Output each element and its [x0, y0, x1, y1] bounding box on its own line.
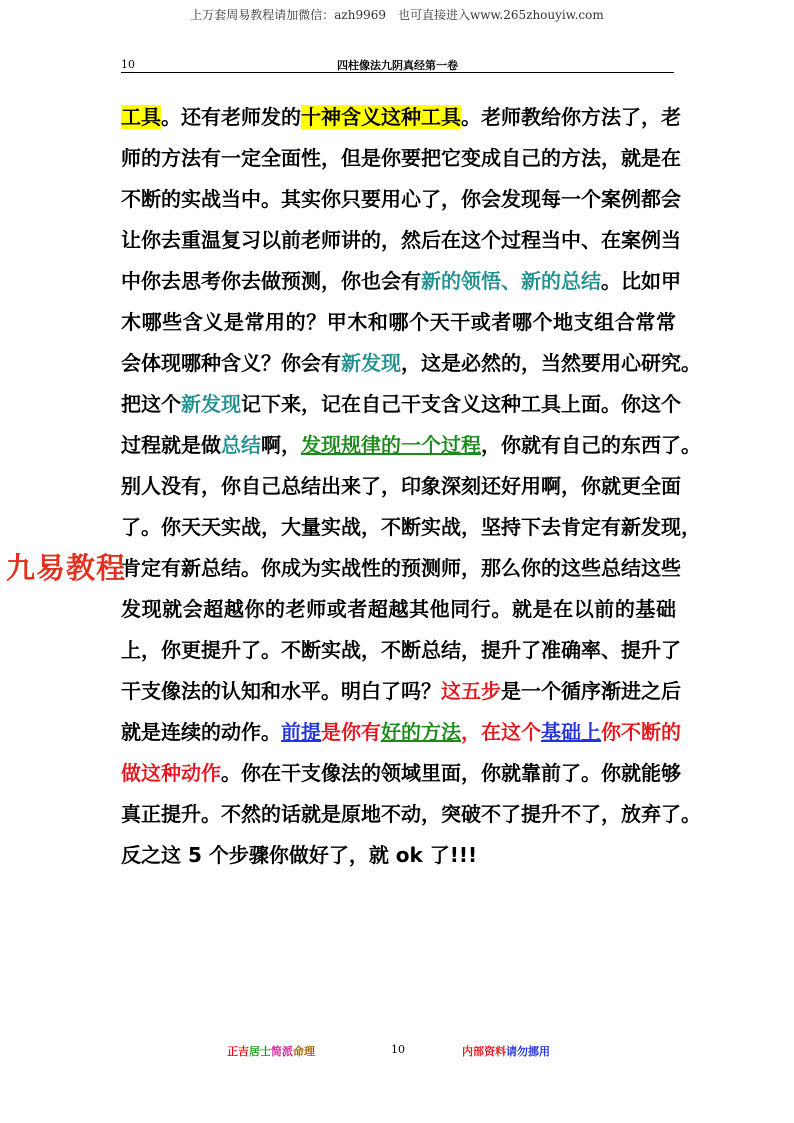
- text-segment: 新发现: [341, 351, 401, 375]
- header-title: 四柱像法九阴真经第一卷: [337, 59, 458, 72]
- text-line: [121, 548, 681, 589]
- text-segment: 中你去思考你去做预测，你也会有: [121, 269, 421, 293]
- watermark-logo: 九易教程: [6, 551, 127, 585]
- text-segment: 是一个循序渐进之后: [501, 679, 681, 703]
- text-line: [121, 302, 676, 343]
- text-segment: 。你在干支像法的领域里面，你就靠前了。你就能够: [221, 761, 681, 785]
- text-segment: 让你去重温复习以前老师讲的，然后在这个过程当中、在案例当: [121, 228, 681, 252]
- text-line: [121, 794, 701, 835]
- footer-text-segment: 简派: [271, 1045, 293, 1058]
- text-segment: 就是连续的动作。: [121, 720, 281, 744]
- text-line: [121, 261, 681, 302]
- text-segment: 了。你天天实战，大量实战，不断实战，坚持下去肯定有新发现，: [121, 515, 701, 539]
- text-segment: 。还有老师发的: [161, 105, 301, 129]
- text-segment: 新发现: [181, 392, 241, 416]
- body-text: [121, 97, 701, 876]
- footer-text-segment: 请勿挪用: [506, 1045, 550, 1058]
- text-segment: 师的方法有一定全面性，但是你要把它变成自己的方法，就是在: [121, 146, 681, 170]
- footer-text-segment: 命理: [293, 1045, 315, 1058]
- text-line: [121, 384, 681, 425]
- text-line: [121, 343, 701, 384]
- header-page-number: 10: [121, 58, 135, 71]
- text-segment: 肯定有新总结。你成为实战性的预测师，那么你的这些总结这些: [121, 556, 681, 580]
- text-segment: 基础上: [541, 720, 601, 744]
- text-segment: 工具: [121, 105, 161, 129]
- text-segment: 。比如甲: [601, 269, 681, 293]
- text-segment: 反之这 5 个步骤你做好了，就 ok 了!!!: [121, 843, 478, 867]
- text-segment: 把这个: [121, 392, 181, 416]
- text-segment: 木哪些含义是常用的？甲木和哪个天干或者哪个地支组合常常: [121, 310, 676, 334]
- text-line: [121, 138, 681, 179]
- text-segment: ，你就有自己的东西了。: [481, 433, 701, 457]
- footer-page-number: 10: [391, 1043, 405, 1056]
- top-banner-text: 上万套周易教程请加微信：azh9969 也可直接进入www.265zhouyiw.com: [190, 8, 604, 22]
- text-line: [121, 630, 681, 671]
- text-line: [121, 671, 681, 712]
- footer-text-segment: 正吉: [227, 1045, 249, 1058]
- text-segment: 做这种动作: [121, 761, 221, 785]
- footer-text-segment: 内部资料: [462, 1045, 506, 1058]
- text-segment: ，在这个: [461, 720, 541, 744]
- text-segment: 真正提升。不然的话就是原地不动，突破不了提升不了，放弃了。: [121, 802, 701, 826]
- text-segment: 总结: [221, 433, 261, 457]
- text-line: [121, 712, 681, 753]
- footer-author: [227, 1043, 315, 1059]
- footer-text-segment: 居士: [249, 1045, 271, 1058]
- text-line: [121, 466, 681, 507]
- text-line: [121, 753, 681, 794]
- text-segment: ，这是必然的，当然要用心研究。: [401, 351, 701, 375]
- text-segment: 前提: [281, 720, 321, 744]
- text-line: [121, 507, 701, 548]
- text-segment: 发现就会超越你的老师或者超越其他同行。就是在以前的基础: [121, 597, 676, 621]
- text-segment: 好的方法: [381, 720, 461, 744]
- text-segment: 别人没有，你自己总结出来了，印象深刻还好用啊，你就更全面: [121, 474, 681, 498]
- text-segment: 上，你更提升了。不断实战，不断总结，提升了准确率、提升了: [121, 638, 681, 662]
- text-segment: 发现规律的一个过程: [301, 433, 481, 457]
- text-segment: 记下来，记在自己干支含义这种工具上面。你这个: [241, 392, 681, 416]
- text-segment: 干支像法的认知和水平。明白了吗？: [121, 679, 441, 703]
- text-line: [121, 179, 681, 220]
- text-segment: 不断的实战当中。其实你只要用心了，你会发现每一个案例都会: [121, 187, 681, 211]
- text-segment: 。老师教给你方法了，老: [461, 105, 681, 129]
- text-segment: 这五步: [441, 679, 501, 703]
- text-segment: 会体现哪种含义？你会有: [121, 351, 341, 375]
- text-line: [121, 425, 701, 466]
- text-segment: 你不断的: [601, 720, 681, 744]
- text-line: [121, 835, 676, 876]
- footer-notice: [462, 1043, 550, 1059]
- text-segment: 新的领悟、新的总结: [421, 269, 601, 293]
- page-header: [121, 58, 674, 73]
- text-line: [121, 220, 681, 261]
- text-line: [121, 97, 681, 138]
- text-line: [121, 589, 676, 630]
- text-segment: 啊，: [261, 433, 301, 457]
- text-segment: 过程就是做: [121, 433, 221, 457]
- page-footer: [0, 1043, 794, 1059]
- text-segment: 是你有: [321, 720, 381, 744]
- text-segment: 十神含义这种工具: [301, 105, 461, 129]
